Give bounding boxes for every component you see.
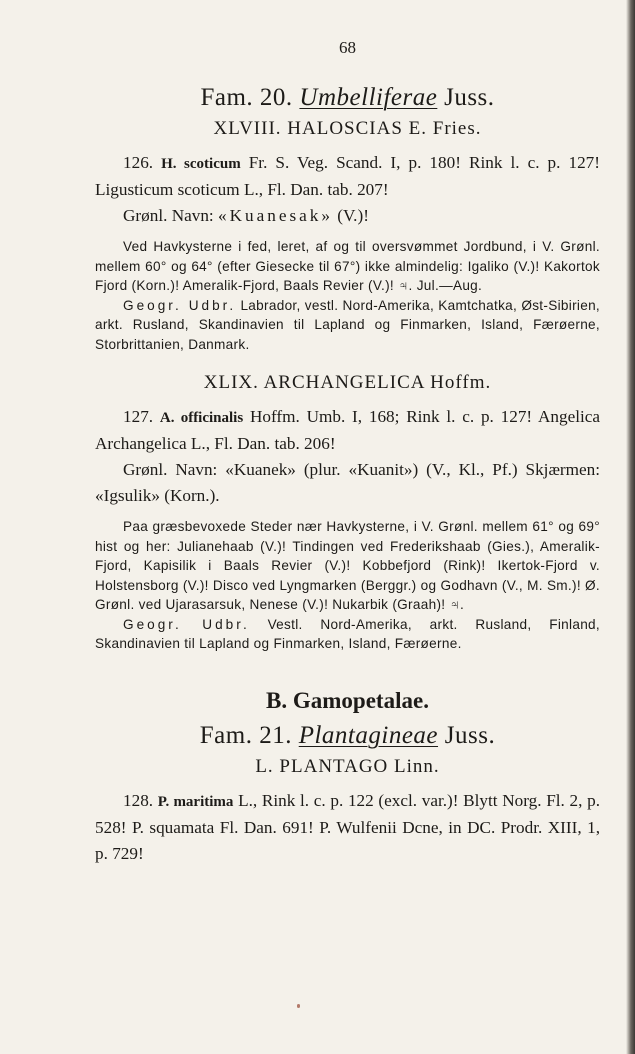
species-number: 128.: [123, 790, 154, 810]
family-name: Plantagineae: [298, 721, 439, 749]
page-edge-shadow: [626, 0, 635, 1054]
species-entry-127: [95, 404, 600, 457]
species-name: A. officinalis: [159, 410, 244, 426]
habitat-127: Paa græsbevoxede Steder nær Havkysterne, i V. Grønl. mellem 61° og 69° hist og her: Julianehaab (V.)! Tindingen ved Frederikshaab (Gies.), Ameralik-Fjord, Kapisilik i Baals Revier (V.)! Kobbefjord (Rink)! Ikertok-Fjord v. Holstensborg (V.)! Disco ved Lyngmarken (Berggr.) og Godhavn (V., M. Sm.)! Ø. Grønl. ved Ujarasarsuk, Nenese (V.)! Nukarbik (Graah)! ♃.: [95, 519, 600, 612]
distribution-text: Labrador, vestl. Nord-Amerika, Kamtchatka, Øst-Sibirien, arkt. Rusland, Skandinavien til Lapland og Finmarken, Island, Færøerne, Storbrittanien, Danmark.: [95, 297, 601, 352]
greenlandic-name-source: (V.)!: [337, 206, 369, 225]
species-number: 127.: [123, 407, 154, 426]
species-name: P. maritima: [157, 793, 234, 810]
family-author: Juss.: [444, 721, 496, 749]
section-heading-gamopetalae: B. Gamopetalae.: [266, 687, 429, 713]
habitat-126: Ved Havkysterne i fed, leret, af og til oversvømmet Jordbund, i V. Grønl. mellem 60° og 64° (efter Giesecke til 67°) ikke almindelig: Igaliko (V.)! Kakortok Fjord (Korn.)! Ameralik-Fjord, Baals Revier (V.)! ♃. Jul.—Aug.: [95, 239, 600, 293]
family-author: Juss.: [444, 84, 495, 111]
distribution-text: Vestl. Nord-Amerika, arkt. Rusland, Finland, Skandinavien til Lapland og Finmarken, Island, Færøerne.: [95, 616, 600, 651]
family-label: Fam. 21.: [199, 721, 292, 749]
genus-heading-haloscias: XLVIII. HALOSCIAS E. Fries.: [213, 118, 482, 139]
distribution-label: Geogr. Udbr.: [123, 616, 250, 632]
genus-heading-plantago: L. PLANTAGO Linn.: [255, 755, 440, 777]
distribution-127: [95, 615, 600, 654]
greenlandic-name: «Kuanek» (plur. «Kuanit») (V., Kl., Pf.) Skjærmen: «Igsulik» (Korn.).: [95, 460, 600, 505]
family-heading-plantagineae: [95, 722, 600, 750]
species-name: H. scoticum: [161, 156, 241, 172]
greenlandic-name-127: [95, 457, 600, 509]
greenlandic-name-126: [95, 203, 600, 229]
species-reference: Fr. S. Veg. Scand. I, p. 180! Rink l. c. p. 127! Ligusticum scoticum L., Fl. Dan. tab. 207!: [95, 153, 600, 199]
species-reference: Hoffm. Umb. I, 168; Rink l. c. p. 127! Angelica Archangelica L., Fl. Dan. tab. 206!: [95, 407, 601, 453]
greenlandic-name: «Kuanesak»: [218, 206, 333, 225]
distribution-126: [95, 296, 600, 355]
distribution-label: Geogr. Udbr.: [123, 297, 237, 313]
species-entry-128: [95, 788, 600, 867]
species-reference: L., Rink l. c. p. 122 (excl. var.)! Blytt Norg. Fl. 2, p. 528! P. squamata Fl. Dan. 691! P. Wulfenii Dcne, in DC. Prodr. XIII, 1, p. 729!: [95, 790, 601, 863]
family-label: Fam. 20.: [200, 84, 293, 111]
species-number: 126.: [123, 153, 154, 172]
family-heading-umbelliferae: [95, 84, 600, 112]
greenlandic-name-label: Grønl. Navn:: [123, 206, 214, 225]
ink-speck: [297, 1004, 300, 1008]
genus-heading-archangelica: XLIX. ARCHANGELICA Hoffm.: [203, 372, 492, 393]
book-page: [95, 38, 600, 867]
family-name: Umbelliferae: [299, 84, 438, 111]
greenlandic-name-label: Grønl. Navn:: [123, 460, 218, 479]
species-entry-126: [95, 150, 600, 203]
page-number: 68: [339, 38, 356, 57]
